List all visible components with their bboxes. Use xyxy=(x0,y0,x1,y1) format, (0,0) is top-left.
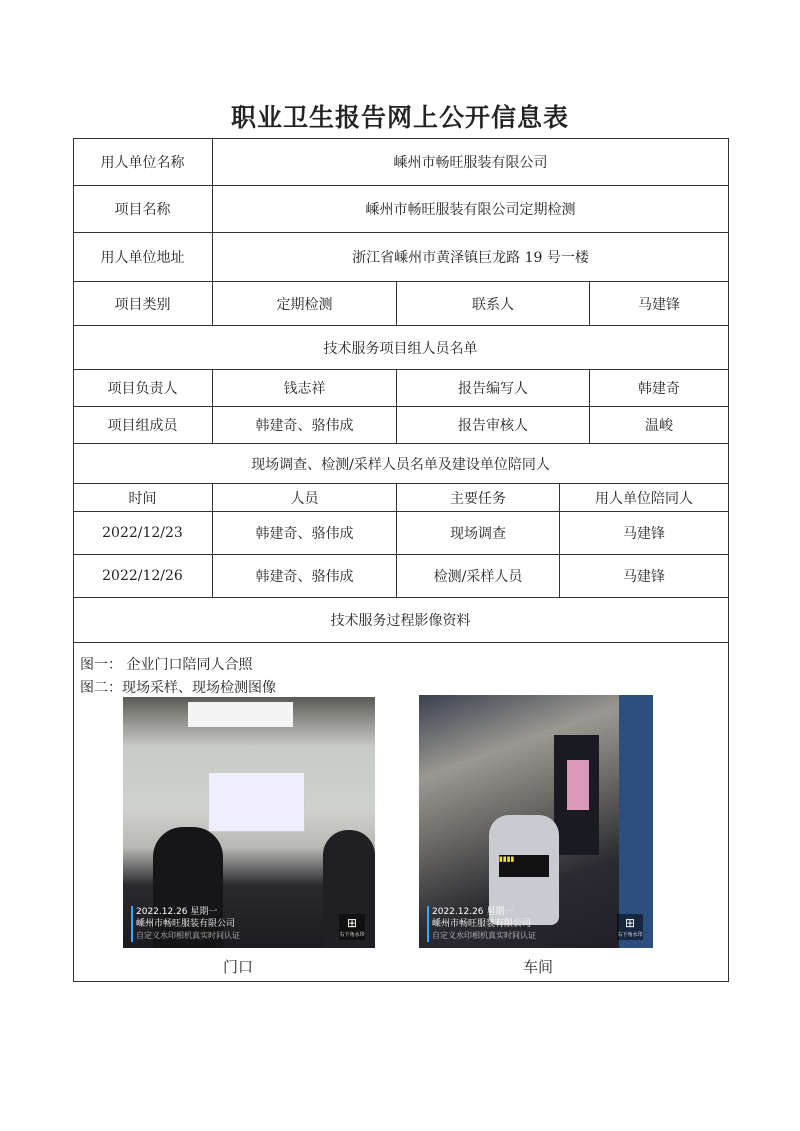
reviewer-value: 温峻 xyxy=(590,407,729,444)
visit-escort: 马建锋 xyxy=(560,555,729,598)
leader-label: 项目负责人 xyxy=(73,370,213,407)
photo-watermark: 2022.12.26 星期一 嵊州市畅旺服装有限公司 自定义水印相机真实时间认证 xyxy=(427,906,536,942)
figure-note-1: 图一： 企业门口陪同人合照 xyxy=(80,657,253,673)
watermark-badge-icon: ⊞ 右下角水印 xyxy=(339,916,365,938)
visit-escort: 马建锋 xyxy=(560,512,729,555)
members-label: 项目组成员 xyxy=(73,407,213,444)
col-header: 主要任务 xyxy=(397,484,560,512)
survey-header: 现场调查、检测/采样人员名单及建设单位陪同人 xyxy=(73,444,729,484)
photo-workshop: ▮▮▮▮ 2022.12.26 星期一 嵊州市畅旺服装有限公司 自定义水印相机真实时间认证 ⊞ 右下角水印 xyxy=(419,695,653,948)
col-header: 用人单位陪同人 xyxy=(560,484,729,512)
visit-date: 2022/12/23 xyxy=(73,512,213,555)
reviewer-label: 报告审核人 xyxy=(397,407,590,444)
visit-staff: 韩建奇、骆伟成 xyxy=(213,555,397,598)
team-header: 技术服务项目组人员名单 xyxy=(73,326,729,370)
type-value: 定期检测 xyxy=(213,282,397,326)
photo-caption: 门口 xyxy=(222,958,253,976)
photo-watermark: 2022.12.26 星期一 嵊州市畅旺服装有限公司 自定义水印相机真实时间认证 xyxy=(131,906,240,942)
photo-caption: 车间 xyxy=(522,958,553,976)
members-value: 韩建奇、骆伟成 xyxy=(213,407,397,444)
images-header: 技术服务过程影像资料 xyxy=(73,598,729,643)
writer-value: 韩建奇 xyxy=(590,370,729,407)
contact-label: 联系人 xyxy=(397,282,590,326)
type-label: 项目类别 xyxy=(73,282,213,326)
project-label: 项目名称 xyxy=(73,186,213,233)
photo-entrance xyxy=(123,697,375,948)
employer-value: 嵊州市畅旺服装有限公司 xyxy=(213,138,729,186)
leader-value: 钱志祥 xyxy=(213,370,397,407)
address-value: 浙江省嵊州市黄泽镇巨龙路 19 号一楼 xyxy=(213,233,729,282)
contact-value: 马建锋 xyxy=(590,282,729,326)
visit-date: 2022/12/26 xyxy=(73,555,213,598)
visit-staff: 韩建奇、骆伟成 xyxy=(213,512,397,555)
employer-label: 用人单位名称 xyxy=(73,138,213,186)
col-header: 时间 xyxy=(73,484,213,512)
project-value: 嵊州市畅旺服装有限公司定期检测 xyxy=(213,186,729,233)
watermark-badge-icon: ⊞ 右下角水印 xyxy=(617,916,643,938)
visit-task: 检测/采样人员 xyxy=(397,555,560,598)
address-label: 用人单位地址 xyxy=(73,233,213,282)
figure-note-2: 图二：现场采样、现场检测图像 xyxy=(80,680,276,696)
page-title: 职业卫生报告网上公开信息表 xyxy=(230,103,569,132)
writer-label: 报告编写人 xyxy=(397,370,590,407)
col-header: 人员 xyxy=(213,484,397,512)
visit-task: 现场调查 xyxy=(397,512,560,555)
